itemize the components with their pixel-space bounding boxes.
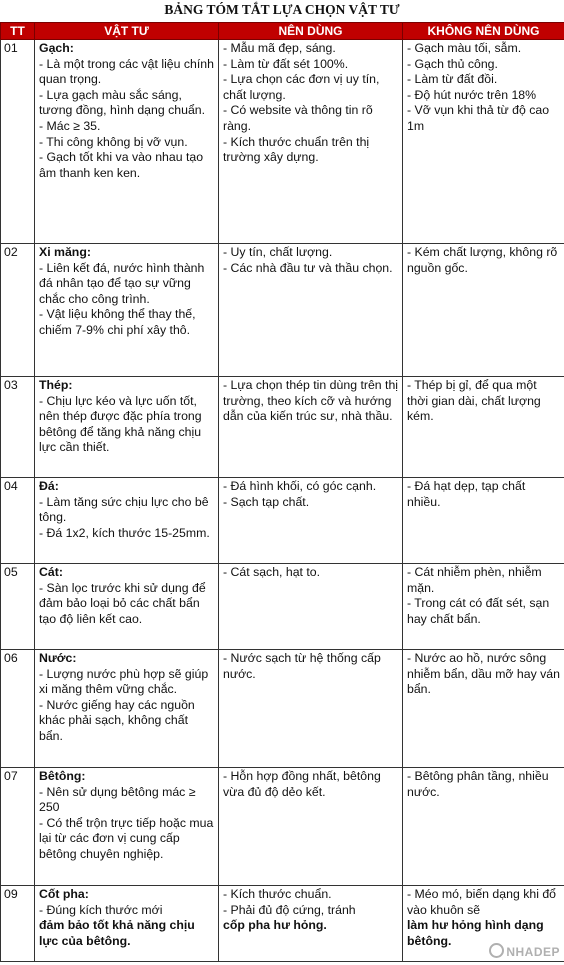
recommended-note: - Uy tín, chất lượng. [223,245,333,259]
recommended-note: - Làm từ đất sét 100%. [223,56,349,71]
recommended-note: - Hỗn hợp đồng nhất, bêtông vừa đủ độ dẻo kết. [223,769,381,799]
material-note: - Lựa gạch màu sắc sáng, tương đồng, hình dạng chuẩn. [39,87,206,118]
material-note: - Nước giếng hay các nguồn khác phải sạch, không chất bẩn. [39,697,195,743]
avoid-note: - Thép bị gỉ, để qua một thời gian dài, chất lượng kém. [407,378,541,424]
row-number-text: 05 [4,565,18,579]
header-tt: TT [1,23,35,40]
avoid-cell [403,478,564,564]
material-cell [35,564,219,650]
material-note: - Liên kết đá, nước hình thành đá nhân tạo để tạo sự vững chắc cho công trình. [39,260,205,306]
material-cell [35,886,219,962]
material-name: Gạch: [39,41,74,55]
recommended-cell [219,564,403,650]
row-number-text: 09 [4,887,18,901]
recommended-cell [219,478,403,564]
watermark-text: NHADEP [506,945,560,959]
row-number-text: 01 [4,41,18,55]
avoid-cell [403,40,564,244]
avoid-note: - Kém chất lượng, không rõ nguồn gốc. [407,245,558,275]
material-name: Đá: [39,479,59,493]
row-number [1,244,35,377]
row-number [1,564,35,650]
material-name: Cốt pha: [39,887,89,901]
recommended-note: - Lựa chọn các đơn vị uy tín, chất lượng. [223,72,380,102]
header-row [1,23,564,40]
material-name: Xi măng: [39,245,91,259]
material-name: Cát: [39,565,63,579]
material-note: - Lượng nước phù hợp sẽ giúp xi măng thêm vững chắc. [39,666,209,697]
row-number [1,886,35,962]
recommended-cell [219,40,403,244]
header-recommended: NÊN DÙNG [219,23,403,40]
material-note: - Nên sử dụng bêtông mác ≥ 250 [39,784,196,815]
material-name: Thép: [39,378,73,392]
material-name: Bêtông: [39,769,86,783]
avoid-note: làm hư hỏng hình dạng bêtông. [407,918,544,948]
material-cell [35,40,219,244]
recommended-note: - Kích thước chuẩn. [223,887,332,901]
recommended-note: cốp pha hư hỏng. [223,918,327,933]
material-note: - Có thể trộn trực tiếp hoặc mua lại từ các đơn vị cung cấp bêtông chuyên nghiệp. [39,815,214,861]
table-row [1,650,564,768]
avoid-cell [403,564,564,650]
row-number [1,768,35,886]
recommended-note: - Lựa chọn thép tin dùng trên thị trường, theo kích cỡ và hướng dẫn của kiến trúc sư, nhà thầu. [223,378,399,424]
table-row [1,40,564,244]
material-note: - Sàn lọc trước khi sử dụng để đảm bảo loại bỏ các chất bẩn tạo độ liên kết cao. [39,580,206,626]
table-row [1,478,564,564]
row-number-text: 02 [4,245,18,259]
recommended-note: - Đá hình khối, có góc cạnh. [223,479,377,493]
avoid-note: - Gạch thủ công. [407,56,498,71]
material-name: Nước: [39,651,77,665]
avoid-note: - Trong cát có đất sét, sạn hay chất bẩn. [407,596,550,626]
table-row [1,768,564,886]
material-cell [35,377,219,478]
material-note: - Là một trong các vật liệu chính quan trọng. [39,56,214,87]
material-note: - Mác ≥ 35. [39,118,101,133]
recommended-note: - Sạch tạp chất. [223,494,310,509]
avoid-cell [403,768,564,886]
recommended-note: - Kích thước chuẩn trên thị trường xây dựng. [223,134,370,165]
avoid-cell [403,650,564,768]
recommended-note: - Phải đủ độ cứng, tránh [223,902,356,917]
table-row [1,244,564,377]
avoid-note: - Cát nhiễm phèn, nhiễm mặn. [407,565,542,595]
row-number-text: 07 [4,769,18,783]
recommended-cell [219,650,403,768]
row-number [1,40,35,244]
row-number [1,478,35,564]
recommended-cell [219,886,403,962]
recommended-note: - Có website và thông tin rõ ràng. [223,103,373,133]
material-note: - Làm tăng sức chịu lực cho bê tông. [39,494,209,525]
recommended-note: - Nước sạch từ hệ thống cấp nước. [223,651,381,681]
material-note: - Chịu lực kéo và lực uốn tốt, nên thép được đặc phía trong bêtông để tăng khả năng chịu lực cần thiết. [39,393,202,455]
recommended-note: - Cát sạch, hạt to. [223,565,321,579]
avoid-note: - Độ hút nước trên 18% [407,87,537,102]
avoid-note: - Vỡ vụn khi thả từ độ cao 1m [407,103,550,133]
table-row [1,564,564,650]
material-note: - Gạch tốt khi va vào nhau tạo âm thanh ken ken. [39,150,204,180]
material-cell [35,478,219,564]
material-selection-table [0,22,564,962]
table-title: BẢNG TÓM TẮT LỰA CHỌN VẬT TƯ [164,2,400,17]
row-number-text: 03 [4,378,18,392]
row-number [1,377,35,478]
recommended-cell [219,377,403,478]
avoid-note: - Đá hạt dẹp, tạp chất nhiều. [407,479,526,509]
table-row [1,377,564,478]
recommended-cell [219,768,403,886]
recommended-cell [219,244,403,377]
row-number [1,650,35,768]
avoid-note: - Gạch màu tối, sẫm. [407,41,522,55]
material-note: - Vật liệu không thể thay thế, chiếm 7-9% chi phí xây thô. [39,307,196,337]
material-note: - Đúng kích thước mới [39,902,163,917]
avoid-note: - Bêtông phân tầng, nhiều nước. [407,769,549,799]
recommended-note: - Mẫu mã đẹp, sáng. [223,41,336,55]
avoid-cell [403,244,564,377]
avoid-cell [403,377,564,478]
avoid-note: - Làm từ đất đồi. [407,72,498,87]
row-number-text: 06 [4,651,18,665]
material-note: - Đá 1x2, kích thước 15-25mm. [39,525,210,540]
row-number-text: 04 [4,479,18,493]
header-avoid: KHÔNG NÊN DÙNG [403,23,564,40]
material-note: đảm bảo tốt khả năng chịu lực của bêtông. [39,918,195,948]
recommended-note: - Các nhà đầu tư và thầu chọn. [223,260,393,275]
material-cell [35,768,219,886]
watermark-logo [489,943,560,959]
avoid-note: - Nước ao hồ, nước sông nhiễm bẩn, dầu mỡ hay ván bẩn. [407,651,560,697]
logo-icon [489,943,504,958]
material-note: - Thi công không bị vỡ vụn. [39,134,188,149]
avoid-note: - Méo mó, biến dạng khi đổ vào khuôn sẽ [407,887,557,917]
table-row [1,886,564,962]
material-cell [35,244,219,377]
header-material: VẬT TƯ [35,23,219,40]
material-cell [35,650,219,768]
